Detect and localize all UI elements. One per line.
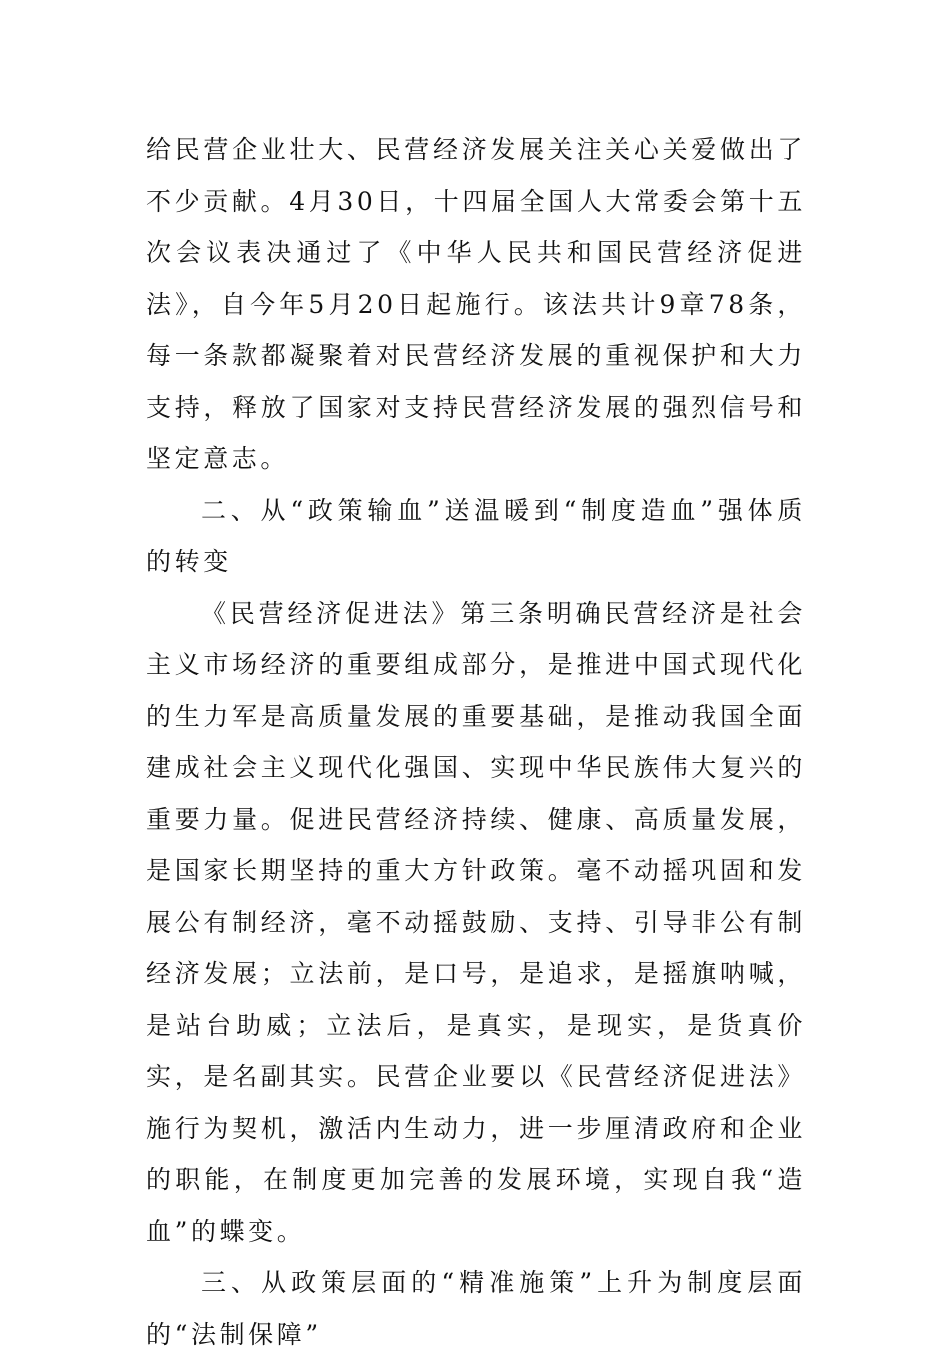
- paragraph-body: 《民营经济促进法》第三条明确民营经济是社会主义市场经济的重要组成部分，是推进中国式现代化的生力军是高质量发展的重要基础，是推动我国全面建成社会主义现代化强国、实现中华民族伟大复兴的重要力量。促进民营经济持续、健康、高质量发展，是国家长期坚持的重大方针政策。毫不动摇巩固和发展公有制经济，毫不动摇鼓励、支持、引导非公有制经济发展；立法前，是口号，是追求，是摇旗呐喊，是站台助威；立法后，是真实，是现实，是货真价实，是名副其实。民营企业要以《民营经济促进法》施行为契机，激活内生动力，进一步厘清政府和企业的职能，在制度更加完善的发展环境，实现自我“造血”的蝶变。: [146, 598, 806, 1246]
- paragraph-continuation: 给民营企业壮大、民营经济发展关注关心关爱做出了不少贡献。4月30日，十四届全国人大常委会第十五次会议表决通过了《中华人民共和国民营经济促进法》，自今年5月20日起施行。该法共计9章78条，每一条款都凝聚着对民营经济发展的重视保护和大力支持，释放了国家对支持民营经济发展的强烈信号和坚定意志。: [146, 135, 806, 473]
- section-heading-3: 三、从政策层面的“精准施策”上升为制度层面的“法制保障”: [146, 1268, 806, 1349]
- section-heading-2: 二、从“政策输血”送温暖到“制度造血”强体质的转变: [146, 495, 806, 576]
- document-body: [146, 124, 806, 1360]
